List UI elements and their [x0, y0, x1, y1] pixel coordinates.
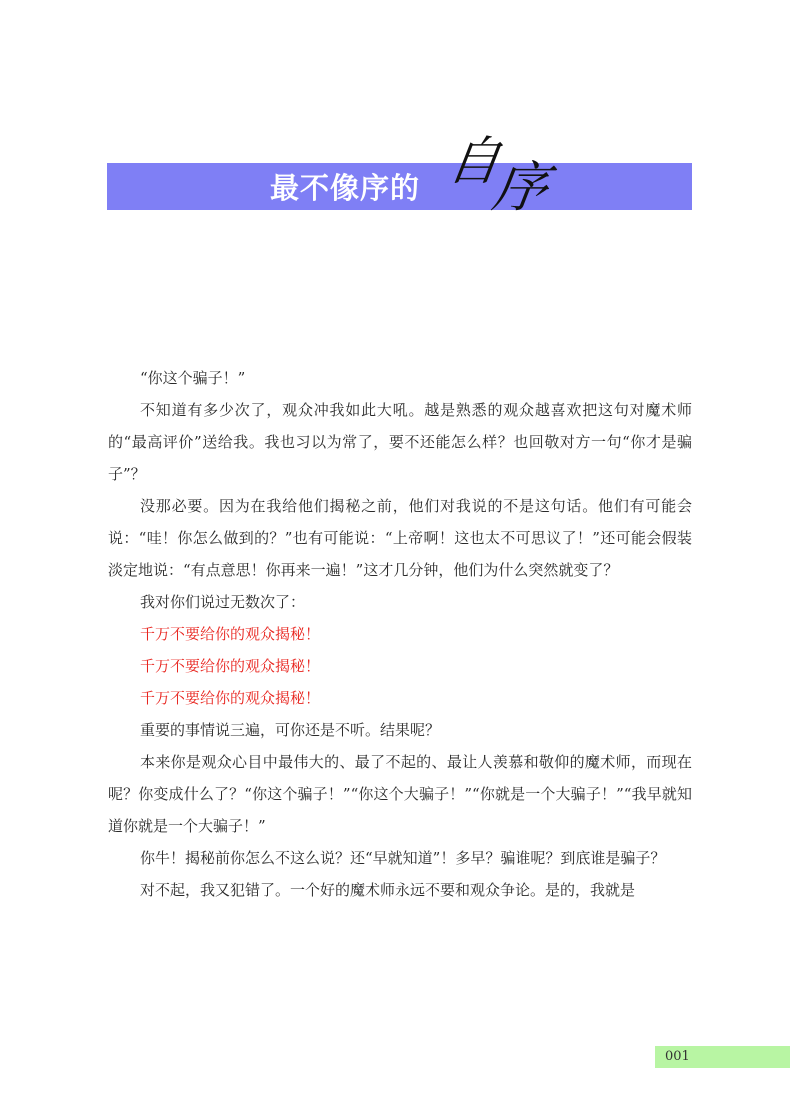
page-number: 001 [665, 1049, 690, 1064]
paragraph: 重要的事情说三遍，可你还是不听。结果呢？ [140, 721, 441, 739]
paragraph: “你这个骗子！” [140, 369, 246, 387]
paragraph: 我对你们说过无数次了： [140, 593, 306, 611]
title-calligraphy-char-1: 自 [443, 132, 507, 192]
paragraph: 本来你是观众心目中最伟大的、最了不起的、最让人羡慕和敬仰的魔术师，而现在呢？你变成什么了？“你这个骗子！”“你这个大骗子！”“你就是一个大骗子！”“我早就知道你就是一个大骗子！” [108, 753, 692, 835]
paragraph: 没那必要。因为在我给他们揭秘之前，他们对我说的不是这句话。他们有可能会说：“哇！你怎么做到的？”也有可能说：“上帝啊！这也太不可思议了！”还可能会假装淡定地说：“有点意思！你再来一遍！”这才几分钟，他们为什么突然就变了？ [108, 497, 692, 579]
emphasis-line: 千万不要给你的观众揭秘！ [140, 689, 321, 707]
title-calligraphy [443, 132, 556, 220]
paragraph: 对不起，我又犯错了。一个好的魔术师永远不要和观众争论。是的，我就是 [140, 881, 636, 899]
emphasis-line: 千万不要给你的观众揭秘！ [140, 625, 321, 643]
page-title: 最不像序的 [270, 171, 421, 205]
paragraph: 你牛！揭秘前你怎么不这么说？还“早就知道”！多早？骗谁呢？到底谁是骗子？ [140, 849, 666, 867]
title-calligraphy-char-2: 序 [488, 156, 555, 220]
emphasis-line: 千万不要给你的观众揭秘！ [140, 657, 321, 675]
paragraph: 不知道有多少次了，观众冲我如此大吼。越是熟悉的观众越喜欢把这句对魔术师的“最高评价”送给我。我也习以为常了，要不还能怎么样？也回敬对方一句“你才是骗子”？ [108, 401, 692, 483]
body-text [108, 362, 692, 906]
